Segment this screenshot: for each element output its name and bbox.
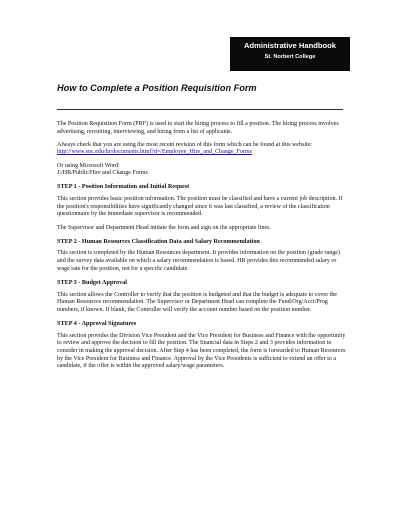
intro-paragraph: The Position Requisition Form (PRF) is used to start the hiring process to fill a position. The hiring process involves advertising, recruiting, interviewing, and hiring from a list of applicants. [57,121,339,135]
step-3-heading: STEP 3 - Budget Approval [57,278,128,286]
document-title: How to Complete a Position Requisition Form [57,83,257,93]
step-2-heading: STEP 2 - Human Resources Classification Data and Salary Recommendation [57,237,260,245]
forms-website-link[interactable]: http://www.snc.edu/hr/documents.html?d=/Employee_Hire_and_Change_Forms [57,149,252,156]
document-body [57,121,347,376]
handbook-title: Administrative Handbook [244,41,336,50]
step-1-paragraph: This section provides basic position information. The position must be classified and have a current job description. If the position's responsibilities have significantly changed since it was last classified, a review of the classification questionnaire by the immediate supervisor is recommended. [57,196,343,218]
revision-paragraph [57,142,347,157]
step-2-paragraph: This section is completed by the Human Resources department. It provides information on the position (grade range) and the survey data available on which a salary recommendation is based. HR provides this recommended salary or wage rate for the position, not for a specific candidate. [57,250,340,272]
step-4-heading: STEP 4 - Approval Signatures [57,320,137,327]
step-1-signature-paragraph: The Supervisor and Department Head initiate the form and sign on the appropriate lines. [57,224,271,231]
step-3-paragraph: This section allows the Controller to verify that the position is budgeted and that the budget is adequate to cover the Human Resources recommendation. The Supervisor or Department Head can complete the Fund/Org/Acct/Prog numbers, if known. If blank, the Controller will verify the account number based on the position number. [57,291,338,313]
word-path-value: J:/HR/Public/Hire and Change Forms [57,170,148,177]
word-path-label: Or using Microsoft Word: [57,162,120,169]
step-1-heading: STEP 1 - Position Information and Initial Request [57,183,190,191]
revision-text: Always check that you are using the most recent revision of this form which can be found at this website: [57,141,313,148]
title-divider [57,109,343,110]
word-path-paragraph [57,163,347,178]
handbook-header-box [230,37,350,71]
step-4-paragraph: This section provides the Division Vice President and the Vice President for Business and Finance with the opportunity to review and approve the decision to fill the position. The financial data in Steps 2 and 3 provides information to consider in making the approval decision. After Step 4 has been completed, the form is forwarded to Human Resources by the Vice President for Business and Finance. Approval by the Vice Presidents is sufficient to extend an offer to a candidate, if the offer is within the approved salary/wage parameters. [57,332,346,370]
college-name: St. Norbert College [264,54,316,60]
